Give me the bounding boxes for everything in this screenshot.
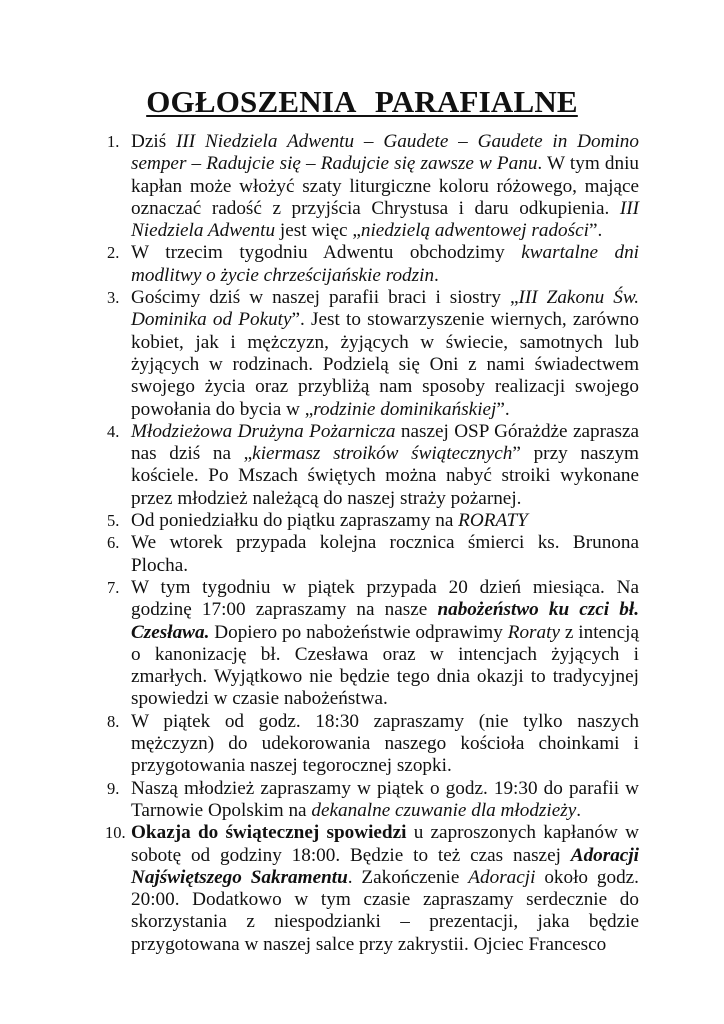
item-text-segment: . Zakończenie [347,866,469,888]
item-text-segment: . [576,799,582,821]
item-number: 7. [107,577,120,597]
announcements-list [107,131,639,956]
item-number: 9. [107,778,120,798]
item-text-segment: Młodzieżowa Drużyna Pożarnicza [131,420,396,442]
item-text-segment: Gościmy dziś w naszej parafii braci i siostry „ [131,287,519,309]
item-number: 8. [107,711,120,731]
item-text-segment: ”. Jest to stowarzyszenie wiernych, zarówno kobiet, jak i mężczyzn, żyjących w świecie, samotnych lub żyjących w rodzinach. Podzielą się Oni z nami świadectwem swojego życia oraz przybliżą nam sposoby realizacji swojego powołania do bycia w „ [131,309,639,420]
item-number: 4. [107,421,120,441]
item-text-segment: . [434,264,439,286]
announcement-item [107,711,639,778]
item-text-segment: około godz. 20:00. Dodatkowo w tym czasie zapraszamy serdecznie do skorzystania z niespodzianki – prezentacji, jaka będzie przygotowana w naszej salce przy zakrystii. Ojciec Francesco [131,866,639,955]
item-text-segment: ”. [588,220,603,242]
item-number: 10. [105,823,126,843]
item-number: 1. [107,132,120,151]
page-title: OGŁOSZENIA PARAFIALNE [146,84,578,119]
item-text-segment: Od poniedziałku do piątku zapraszamy na [131,510,459,532]
announcement-item [107,822,639,956]
item-text-segment: III Niedziela Adwentu [131,197,639,242]
announcement-item [107,242,639,287]
item-text-segment: W trzecim tygodniu Adwentu obchodzimy [131,242,522,264]
item-text-segment: Dopiero po nabożeństwie odprawimy [209,621,508,643]
item-text-segment: W piątek od godz. 18:30 zapraszamy (nie tylko naszych mężczyzn) do udekorowania naszego kościoła choinkami i przygotowania naszej tegorocznej szopki. [131,710,639,777]
item-text-segment: Naszą młodzież zapraszamy w piątek o godz. 19:30 do parafii w Tarnowie Opolskim na [131,777,639,821]
item-text-segment: naszej OSP Górażdże zaprasza nas dziś na „ [131,420,639,465]
announcement-item [107,577,639,711]
item-text-segment: III Niedziela Adwentu – Gaudete – Gaudete in Domino semper – Radujcie się – Radujcie się zawsze w Panu [131,131,639,175]
item-text-segment: u zaproszonych kapłanów w sobotę od godziny 18:00. Będzie to też czas naszej [131,822,639,866]
item-text-segment: jest więc „ [275,220,361,242]
item-text-segment: ”. [496,398,510,420]
item-text-segment: nabożeństwo ku czci bł. Czesława. [131,599,639,643]
announcement-item [107,131,639,242]
item-text-segment: Okazja do świątecznej spowiedzi [131,822,407,844]
item-number: 5. [107,511,120,531]
item-text-segment: ” przy naszym kościele. Po Mszach świętych można nabyć stroiki wykonane przez młodzież należącą do naszej straży pożarnej. [131,443,639,509]
item-text-segment: z intencją o kanonizację bł. Czesława oraz w intencjach żyjących i zmarłych. Wyjątkowo nie będzie tego dnia okazji to tradycyjnej spowiedzi w czasie nabożeństwa. [131,621,639,710]
item-text-segment: kiermasz stroików świątecznych [252,443,513,465]
announcement-item [107,532,639,577]
item-number: 3. [107,288,120,308]
item-text-segment: III Zakonu Św. Dominika od Pokuty [131,287,639,331]
item-text-segment: niedzielą adwentowej radości [360,220,589,242]
announcement-item [107,778,639,823]
item-text-segment: Roraty [507,621,560,643]
item-text-segment: kwartalne dni modlitwy o życie chrześcijańskie rodzin [131,242,639,286]
item-text-segment: W tym tygodniu w piątek przypada 20 dzień miesiąca. Na godzinę 17:00 zapraszamy na nasze [131,576,639,621]
item-text-segment: RORATY [458,510,528,532]
item-number: 6. [107,533,120,553]
item-text-segment: . W tym dniu kapłan może włożyć szaty liturgiczne koloru różowego, mające oznaczać radość z przyjścia Chrystusa i daru odkupienia. [131,153,639,219]
item-text-segment: We wtorek przypada kolejna rocznica śmierci ks. Brunona Plocha. [131,532,639,576]
item-text-segment: Adoracji [468,866,536,888]
item-number: 2. [107,243,120,263]
item-text-segment: Adoracji Najświętszego Sakramentu [131,844,639,888]
announcement-item [107,421,639,510]
item-text-segment: dekanalne czuwanie dla młodzieży [311,799,577,821]
announcement-item [107,510,639,532]
announcement-item [107,287,639,421]
item-text-segment: rodzinie dominikańskiej [313,398,497,420]
item-text-segment: Dziś [131,131,176,152]
